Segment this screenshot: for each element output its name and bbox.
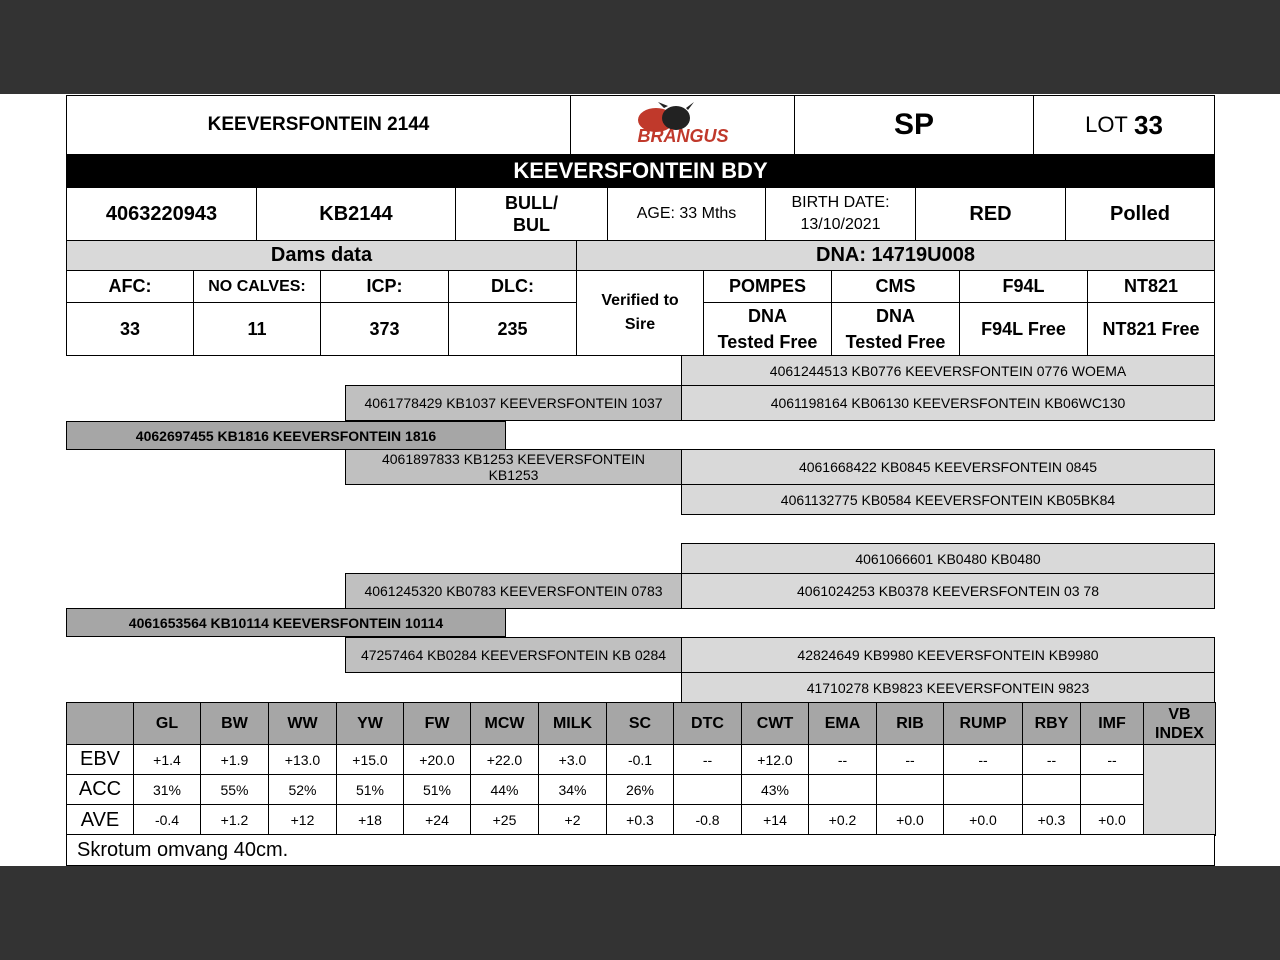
vb-index-line-1: VB [1168, 705, 1191, 723]
ebv-header-mcw: MCW [470, 702, 539, 745]
pedigree-ssd: 4061198164 KB06130 KEEVERSFONTEIN KB06WC130 [681, 385, 1215, 421]
ebv-cell: 26% [606, 774, 674, 805]
ebv-header-yw: YW [336, 702, 404, 745]
pedigree-dsd: 4061024253 KB0378 KEEVERSFONTEIN 03 78 [681, 573, 1215, 609]
breed-code: SP [794, 95, 1034, 155]
lot-card [0, 94, 1280, 866]
ebv-cell: -0.8 [673, 804, 742, 836]
ebv-cell: 51% [336, 774, 404, 805]
ebv-cell: +12 [268, 804, 337, 836]
pedigree-dds: 42824649 KB9980 KEEVERSFONTEIN KB9980 [681, 637, 1215, 673]
vb-index-line-2: INDEX [1155, 724, 1204, 742]
dams-value-icp: 373 [320, 302, 449, 356]
dna-title: DNA: 14719U008 [576, 240, 1215, 271]
ebv-cell: -- [808, 744, 877, 775]
vb-index-value [1143, 744, 1216, 836]
ebv-header-sc: SC [606, 702, 674, 745]
ebv-cell: -- [943, 744, 1023, 775]
footer-note: Skrotum omvang 40cm. [66, 834, 1215, 866]
ebv-header-corner [66, 702, 134, 745]
lot-number: 33 [1134, 109, 1163, 140]
ebv-cell: 52% [268, 774, 337, 805]
verified-line-1: Verified to [601, 292, 679, 309]
ebv-cell: +1.2 [200, 804, 269, 836]
ebv-row-label-ebv: EBV [66, 744, 134, 775]
dams-value-dlc: 235 [448, 302, 577, 356]
pedigree-sire: 4062697455 KB1816 KEEVERSFONTEIN 1816 [66, 421, 506, 450]
ebv-cell: +18 [336, 804, 404, 836]
dna-test-f94l-header: F94L [959, 270, 1088, 303]
colour: RED [915, 187, 1066, 241]
ebv-cell: 43% [741, 774, 809, 805]
birth-date [765, 187, 916, 241]
ebv-cell: -- [876, 744, 944, 775]
ebv-cell [673, 774, 742, 805]
sire-banner: KEEVERSFONTEIN BDY [66, 154, 1215, 188]
birth-date-label: BIRTH DATE: [791, 194, 890, 211]
dna-test-cms-value [831, 302, 960, 356]
bull-logo-icon [608, 100, 758, 150]
ebv-header-ema: EMA [808, 702, 877, 745]
dams-header-icp: ICP: [320, 270, 449, 303]
dna-test-pompes-header: POMPES [703, 270, 832, 303]
pedigree-sdd: 4061132775 KB0584 KEEVERSFONTEIN KB05BK84 [681, 484, 1215, 515]
dams-header-no-calves: NO CALVES: [193, 270, 321, 303]
ebv-cell: 44% [470, 774, 539, 805]
pedigree-dam-dam: 47257464 KB0284 KEEVERSFONTEIN KB 0284 [345, 637, 682, 673]
ebv-cell: +24 [403, 804, 471, 836]
dams-value-afc: 33 [66, 302, 194, 356]
ebv-cell: +0.3 [606, 804, 674, 836]
svg-text:BRANGUS: BRANGUS [636, 126, 729, 146]
ebv-header-vb-index [1143, 702, 1216, 745]
dna-test-nt821-value: NT821 Free [1087, 302, 1215, 356]
ebv-cell: -0.1 [606, 744, 674, 775]
dna-test-f94l-value: F94L Free [959, 302, 1088, 356]
ebv-cell: -0.4 [133, 804, 201, 836]
dams-title: Dams data [66, 240, 577, 271]
ebv-cell: +12.0 [741, 744, 809, 775]
ebv-cell [943, 774, 1023, 805]
pedigree-sds: 4061668422 KB0845 KEEVERSFONTEIN 0845 [681, 449, 1215, 485]
ebv-cell: +0.0 [943, 804, 1023, 836]
pedigree-dss: 4061066601 KB0480 KB0480 [681, 543, 1215, 574]
ebv-cell [1080, 774, 1144, 805]
dams-header-dlc: DLC: [448, 270, 577, 303]
ebv-cell: +1.9 [200, 744, 269, 775]
verified-line-2: Sire [624, 316, 656, 333]
pedigree-sire-sire: 4061778429 KB1037 KEEVERSFONTEIN 1037 [345, 385, 682, 421]
ebv-cell [808, 774, 877, 805]
ebv-cell: 34% [538, 774, 607, 805]
ebv-header-dtc: DTC [673, 702, 742, 745]
ebv-cell: -- [1080, 744, 1144, 775]
ebv-cell [876, 774, 944, 805]
ebv-cell: +0.0 [1080, 804, 1144, 836]
ebv-cell: +25 [470, 804, 539, 836]
ebv-cell: 55% [200, 774, 269, 805]
ebv-header-milk: MILK [538, 702, 607, 745]
ebv-cell: +1.4 [133, 744, 201, 775]
ebv-cell: -- [673, 744, 742, 775]
cms-line-1: DNA [876, 306, 915, 326]
ebv-header-fw: FW [403, 702, 471, 745]
animal-code: KB2144 [256, 187, 456, 241]
ebv-header-imf: IMF [1080, 702, 1144, 745]
verified-to-sire [576, 270, 704, 356]
pompes-line-2: Tested Free [717, 332, 818, 352]
ebv-header-ww: WW [268, 702, 337, 745]
ebv-cell: +20.0 [403, 744, 471, 775]
pedigree-dam: 4061653564 KB10114 KEEVERSFONTEIN 10114 [66, 608, 506, 637]
registration-number: 4063220943 [66, 187, 257, 241]
pedigree-dam-sire: 4061245320 KB0783 KEEVERSFONTEIN 0783 [345, 573, 682, 609]
horn-status: Polled [1065, 187, 1215, 241]
pedigree-sire-dam: 4061897833 KB1253 KEEVERSFONTEIN KB1253 [345, 449, 682, 485]
ebv-cell: 51% [403, 774, 471, 805]
pedigree-sss: 4061244513 KB0776 KEEVERSFONTEIN 0776 WOEMA [681, 355, 1215, 386]
pompes-line-1: DNA [748, 306, 787, 326]
animal-name: KEEVERSFONTEIN 2144 [66, 95, 571, 155]
cms-line-2: Tested Free [845, 332, 946, 352]
ebv-cell: +14 [741, 804, 809, 836]
ebv-header-gl: GL [133, 702, 201, 745]
sex [455, 187, 608, 241]
sex-line-2: BUL [513, 215, 550, 235]
dams-value-no-calves: 11 [193, 302, 321, 356]
lot-box [1033, 95, 1215, 155]
ebv-header-rby: RBY [1022, 702, 1081, 745]
birth-date-value: 13/10/2021 [800, 216, 881, 233]
ebv-row-label-ave: AVE [66, 804, 134, 836]
age: AGE: 33 Mths [607, 187, 766, 241]
ebv-header-bw: BW [200, 702, 269, 745]
ebv-header-rump: RUMP [943, 702, 1023, 745]
lot-label: LOT [1085, 112, 1128, 137]
ebv-header-cwt: CWT [741, 702, 809, 745]
ebv-cell: -- [1022, 744, 1081, 775]
dna-test-pompes-value [703, 302, 832, 356]
sex-line-1: BULL/ [505, 193, 558, 213]
ebv-cell: +0.2 [808, 804, 877, 836]
ebv-cell: +13.0 [268, 744, 337, 775]
ebv-cell: +0.3 [1022, 804, 1081, 836]
dna-test-cms-header: CMS [831, 270, 960, 303]
brangus-logo [570, 95, 795, 155]
ebv-cell: +22.0 [470, 744, 539, 775]
dams-header-afc: AFC: [66, 270, 194, 303]
dna-test-nt821-header: NT821 [1087, 270, 1215, 303]
ebv-cell: +2 [538, 804, 607, 836]
ebv-cell [1022, 774, 1081, 805]
ebv-cell: +0.0 [876, 804, 944, 836]
ebv-header-rib: RIB [876, 702, 944, 745]
ebv-cell: +15.0 [336, 744, 404, 775]
ebv-row-label-acc: ACC [66, 774, 134, 805]
ebv-cell: +3.0 [538, 744, 607, 775]
ebv-cell: 31% [133, 774, 201, 805]
pedigree-ddd: 41710278 KB9823 KEEVERSFONTEIN 9823 [681, 672, 1215, 703]
